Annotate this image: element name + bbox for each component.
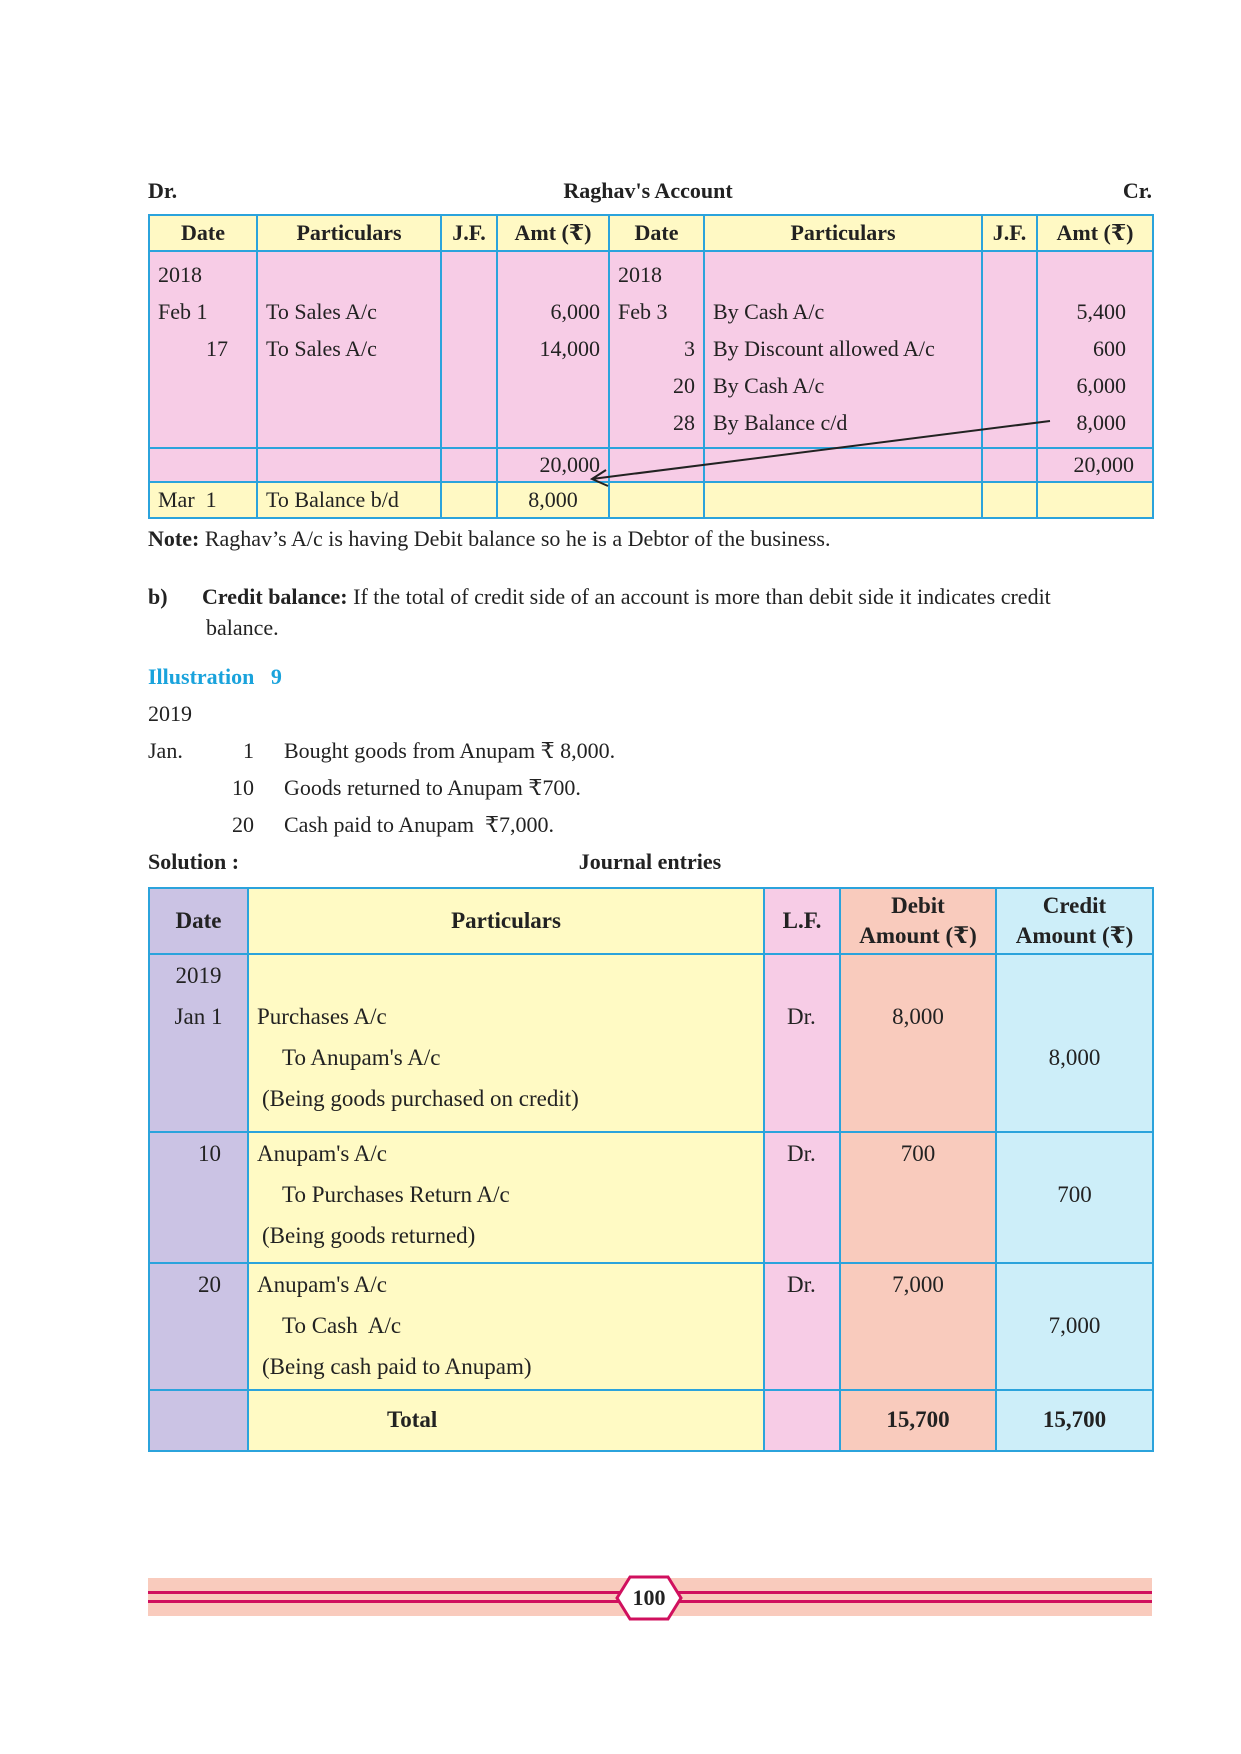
journal-debit-cell <box>840 954 996 1131</box>
ledger-header-particulars: Particulars <box>704 215 982 251</box>
journal-debit-amount: 8,000 <box>892 1004 944 1030</box>
journal-year: 2019 <box>175 963 222 989</box>
debit-amount: 6,000 <box>550 299 600 324</box>
credit-balance-line <box>202 584 1051 610</box>
illustration-year: 2019 <box>148 701 192 726</box>
bd-particulars: To Balance b/d <box>257 482 441 518</box>
journal-total-debit: 15,700 <box>840 1390 996 1451</box>
journal-header-lf: L.F. <box>764 888 840 954</box>
page-number: 100 <box>632 1585 666 1610</box>
dr-marker: Dr. <box>787 1271 816 1297</box>
ledger-header-particulars: Particulars <box>257 215 441 251</box>
journal-debit-account <box>249 1264 816 1305</box>
credit-date: 20 <box>673 373 695 398</box>
solution-label: Solution : <box>148 849 240 874</box>
credit-year: 2018 <box>618 262 662 287</box>
credit-particular: By Cash A/c <box>713 299 825 324</box>
credit-particular: By Balance c/d <box>713 410 848 435</box>
note-label: Note: <box>148 526 200 551</box>
ledger-title: Raghav's Account <box>563 178 733 203</box>
credit-label: Cr. <box>1122 178 1152 203</box>
credit-balance-text: If the total of credit side of an account is more than debit side it indicates credit <box>347 584 1051 609</box>
credit-amount: 600 <box>1093 336 1126 361</box>
credit-amount: 6,000 <box>1076 373 1126 398</box>
illustration-day: 10 <box>232 775 254 800</box>
debit-particular: To Sales A/c <box>266 336 377 361</box>
journal-debit-amount: 700 <box>900 1140 936 1166</box>
dr-marker: Dr. <box>787 1140 816 1166</box>
journal-credit-amount: 8,000 <box>1048 1045 1101 1071</box>
journal-lf <box>764 954 840 1131</box>
credit-amount: 5,400 <box>1076 299 1126 324</box>
ledger-header-jf: J.F. <box>982 215 1037 251</box>
illustration-month: Jan. <box>148 738 183 763</box>
journal-narration: (Being goods purchased on credit) <box>262 1086 579 1112</box>
dr-marker: Dr. <box>787 1004 816 1030</box>
journal-title: Journal entries <box>578 849 722 874</box>
debit-account-text: Purchases A/c <box>257 1004 387 1030</box>
credit-header-line1: Credit <box>1042 893 1107 919</box>
debit-year: 2018 <box>158 262 202 287</box>
bd-amount: 8,000 <box>497 482 609 518</box>
debit-header-line2: Amount (₹) <box>859 923 977 949</box>
credit-particular: By Discount allowed A/c <box>713 336 935 361</box>
journal-debit-account <box>249 996 816 1037</box>
ledger-header-date: Date <box>609 215 704 251</box>
journal-entry-date: 10 <box>198 1140 221 1166</box>
illustration-item: Goods returned to Anupam ₹700. <box>284 775 581 800</box>
journal-particulars <box>248 954 816 1131</box>
journal-total-label: Total <box>248 1390 764 1451</box>
debit-header-line1: Debit <box>891 893 945 919</box>
illustration-item: Cash paid to Anupam ₹7,000. <box>284 812 555 837</box>
journal-narration: (Being cash paid to Anupam) <box>262 1353 532 1379</box>
credit-total: 20,000 <box>1037 448 1153 482</box>
journal-entry <box>149 1263 1153 1390</box>
journal-date <box>149 954 248 1131</box>
journal-entry-date: Jan 1 <box>174 1004 223 1030</box>
journal-table <box>148 887 1154 1452</box>
journal-credit-account: To Cash A/c <box>282 1312 402 1338</box>
debit-date: Feb 1 <box>158 299 208 324</box>
journal-credit-account: To Anupam's A/c <box>282 1045 441 1071</box>
list-marker: b) <box>148 584 168 609</box>
journal-credit-amount: 7,000 <box>1048 1312 1101 1338</box>
illustration-day: 1 <box>243 738 254 763</box>
journal-date <box>149 1263 248 1390</box>
journal-header-debit <box>840 888 996 954</box>
journal-debit-cell <box>840 1132 996 1263</box>
journal-credit-cell <box>996 1263 1153 1390</box>
illustration-title: Illustration 9 <box>148 664 282 689</box>
credit-particular: By Cash A/c <box>713 373 825 398</box>
journal-entry <box>149 1132 1153 1263</box>
journal-credit-cell <box>996 1132 1153 1263</box>
credit-header-line2: Amount (₹) <box>1015 923 1134 949</box>
journal-credit-cell <box>996 954 1153 1131</box>
journal-total-credit: 15,700 <box>996 1390 1153 1451</box>
journal-entry <box>149 954 1153 1131</box>
journal-date <box>149 1132 248 1263</box>
debit-account-text: Anupam's A/c <box>257 1140 387 1166</box>
credit-date: 3 <box>684 336 695 361</box>
journal-debit-amount: 7,000 <box>892 1271 944 1297</box>
debit-amount: 14,000 <box>539 336 600 361</box>
ledger-header-amount: Amt (₹) <box>1037 215 1153 251</box>
journal-credit-amount: 700 <box>1057 1181 1092 1207</box>
journal-credit-account: To Purchases Return A/c <box>282 1181 510 1207</box>
bd-date: Mar 1 <box>149 482 257 518</box>
ledger-header-jf: J.F. <box>441 215 497 251</box>
ledger-header-amount: Amt (₹) <box>497 215 609 251</box>
ledger-header-date: Date <box>149 215 257 251</box>
credit-balance-line2: balance. <box>206 615 279 640</box>
journal-header-date: Date <box>149 888 248 954</box>
debit-label: Dr. <box>148 178 178 203</box>
debit-particular: To Sales A/c <box>266 299 377 324</box>
illustration-day: 20 <box>232 812 254 837</box>
debit-total: 20,000 <box>497 448 609 482</box>
credit-date: 28 <box>673 410 695 435</box>
journal-particulars <box>248 1132 816 1263</box>
credit-amount: 8,000 <box>1076 410 1126 435</box>
journal-header-row <box>149 888 1153 954</box>
journal-header-credit <box>996 888 1153 954</box>
journal-particulars <box>248 1263 816 1390</box>
journal-debit-account <box>249 1133 816 1174</box>
journal-entry-date: 20 <box>198 1271 221 1297</box>
journal-narration: (Being goods returned) <box>262 1222 476 1248</box>
debit-date: 17 <box>206 336 228 361</box>
credit-balance-term: Credit balance: <box>202 584 348 609</box>
illustration-item: Bought goods from Anupam ₹ 8,000. <box>284 738 616 763</box>
credit-date: Feb 3 <box>618 299 668 324</box>
debit-account-text: Anupam's A/c <box>257 1271 387 1297</box>
journal-header-particulars: Particulars <box>248 888 764 954</box>
note-text: Raghav’s A/c is having Debit balance so he is a Debtor of the business. <box>199 526 831 551</box>
journal-total-row <box>149 1390 1153 1451</box>
note <box>148 526 830 552</box>
journal-debit-cell <box>840 1263 996 1390</box>
